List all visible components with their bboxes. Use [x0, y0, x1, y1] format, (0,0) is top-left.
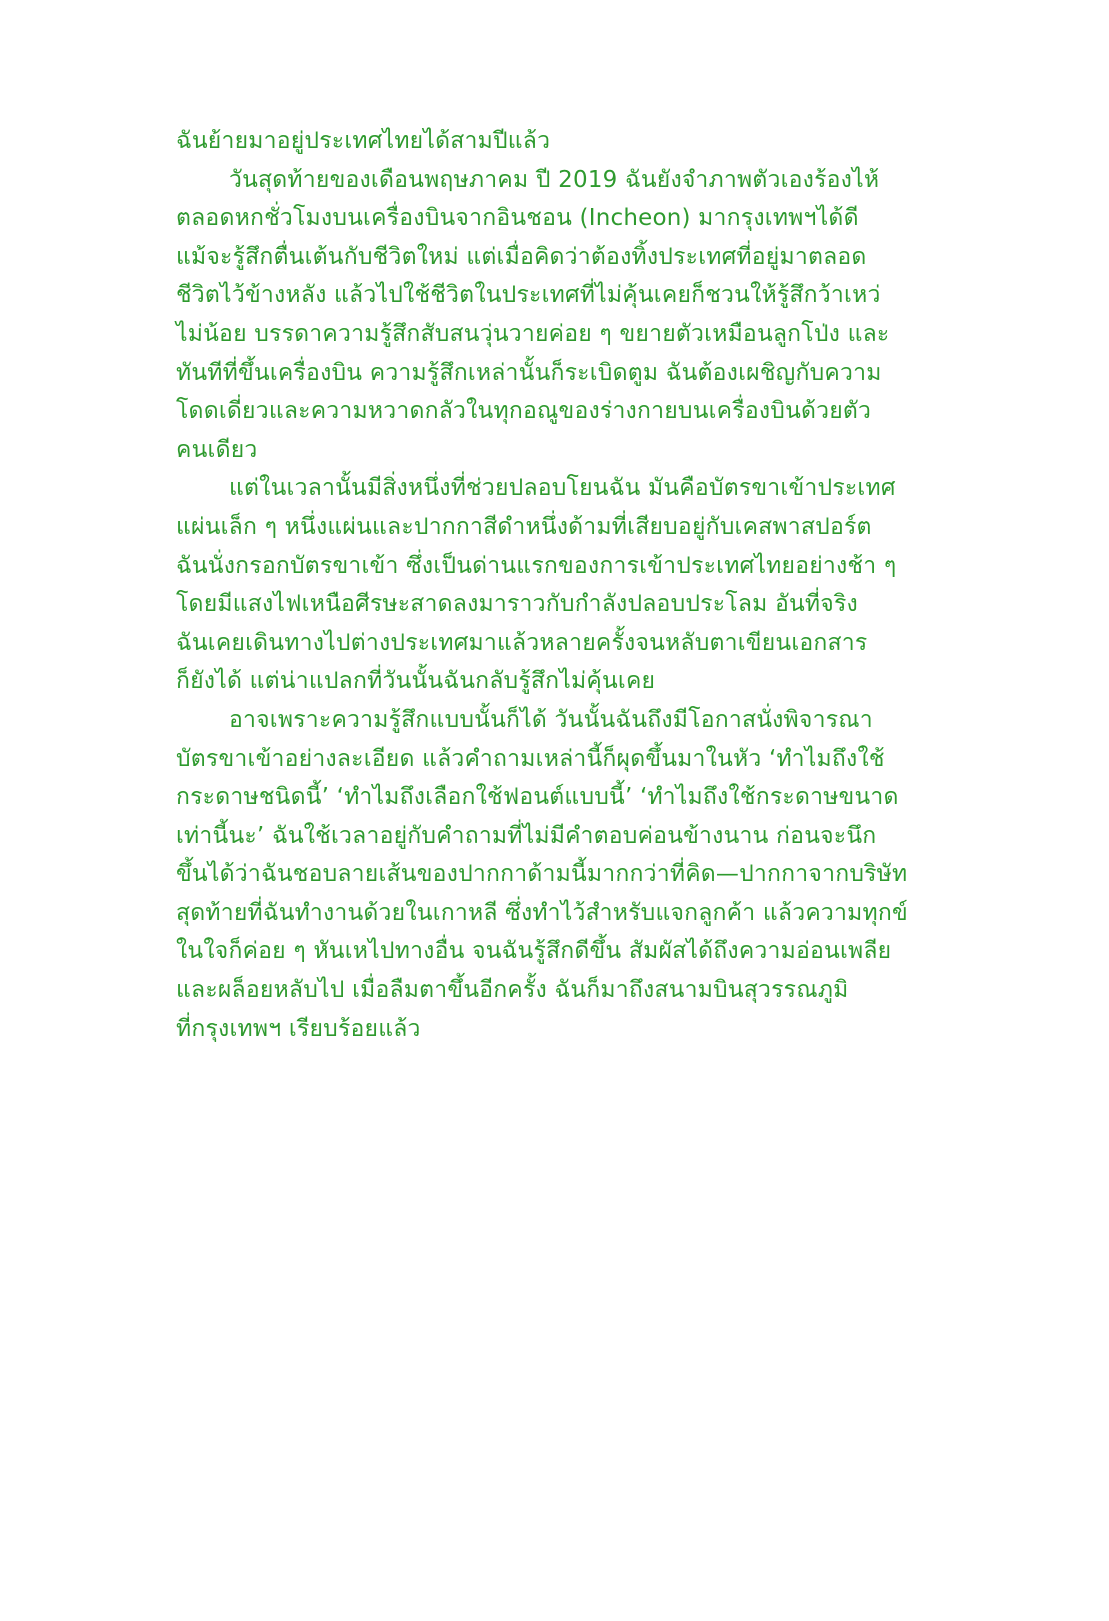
text-line: ทันทีที่ขึ้นเครื่องบิน ความรู้สึกเหล่านั้นก็ระเบิดตูม ฉันต้องเผชิญกับความ [176, 359, 882, 386]
text-line: ฉันเคยเดินทางไปต่างประเทศมาแล้วหลายครั้งจนหลับตาเขียนเอกสาร [176, 629, 868, 656]
text-line: อาจเพราะความรู้สึกแบบนั้นก็ได้ วันนั้นฉันถึงมีโอกาสนั่งพิจารณา [229, 706, 873, 733]
text-line: ชีวิตไว้ข้างหลัง แล้วไปใช้ชีวิตในประเทศที่ไม่คุ้นเคยก็ชวนให้รู้สึกว้าเหว่ [176, 282, 881, 309]
text-line: กระดาษชนิดนี้’ ‘ทำไมถึงเลือกใช้ฟอนต์แบบนี้’ ‘ทำไมถึงใช้กระดาษขนาด [176, 784, 899, 811]
text-line: ตลอดหกชั่วโมงบนเครื่องบินจากอินชอน (Incheon) มากรุงเทพฯได้ดี [176, 205, 859, 232]
text-line: โดยมีแสงไฟเหนือศีรษะสาดลงมาราวกับกำลังปลอบประโลม อันที่จริง [176, 591, 858, 618]
text-line: สุดท้ายที่ฉันทำงานด้วยในเกาหลี ซึ่งทำไว้สำหรับแจกลูกค้า แล้วความทุกข์ [176, 899, 908, 926]
text-line: แต่ในเวลานั้นมีสิ่งหนึ่งที่ช่วยปลอบโยนฉัน มันคือบัตรขาเข้าประเทศ [229, 475, 896, 502]
text-line: แผ่นเล็ก ๆ หนึ่งแผ่นและปากกาสีดำหนึ่งด้ามที่เสียบอยู่กับเคสพาสปอร์ต [176, 513, 872, 540]
text-line: คนเดียว [176, 436, 258, 463]
text-line: ไม่น้อย บรรดาความรู้สึกสับสนวุ่นวายค่อย ๆ ขยายตัวเหมือนลูกโป่ง และ [176, 320, 890, 347]
text-line: ขึ้นได้ว่าฉันชอบลายเส้นของปากกาด้ามนี้มากกว่าที่คิด—ปากกาจากบริษัท [176, 861, 908, 888]
text-line: ฉันนั่งกรอกบัตรขาเข้า ซึ่งเป็นด่านแรกของการเข้าประเทศไทยอย่างช้า ๆ [176, 552, 897, 579]
text-line: ก็ยังได้ แต่น่าแปลกที่วันนั้นฉันกลับรู้สึกไม่คุ้นเคย [176, 668, 656, 695]
text-line: บัตรขาเข้าอย่างละเอียด แล้วคำถามเหล่านี้ก็ผุดขึ้นมาในหัว ‘ทำไมถึงใช้ [176, 745, 885, 772]
text-line: ที่กรุงเทพฯ เรียบร้อยแล้ว [176, 1015, 421, 1042]
text-line: โดดเดี่ยวและความหวาดกลัวในทุกอณูของร่างกายบนเครื่องบินด้วยตัว [176, 398, 872, 425]
text-line: วันสุดท้ายของเดือนพฤษภาคม ปี 2019 ฉันยังจำภาพตัวเองร้องไห้ [229, 166, 880, 193]
text-line: ฉันย้ายมาอยู่ประเทศไทยได้สามปีแล้ว [176, 128, 551, 154]
body-text [176, 122, 942, 1048]
text-line: แม้จะรู้สึกตื่นเต้นกับชีวิตใหม่ แต่เมื่อคิดว่าต้องทิ้งประเทศที่อยู่มาตลอด [176, 243, 867, 270]
text-line: ในใจก็ค่อย ๆ หันเหไปทางอื่น จนฉันรู้สึกดีขึ้น สัมผัสได้ถึงความอ่อนเพลีย [176, 938, 892, 965]
text-line: เท่านี้นะ’ ฉันใช้เวลาอยู่กับคำถามที่ไม่มีคำตอบค่อนข้างนาน ก่อนจะนึก [176, 822, 877, 849]
text-line: และผล็อยหลับไป เมื่อลืมตาขึ้นอีกครั้ง ฉันก็มาถึงสนามบินสุวรรณภูมิ [176, 977, 849, 1004]
